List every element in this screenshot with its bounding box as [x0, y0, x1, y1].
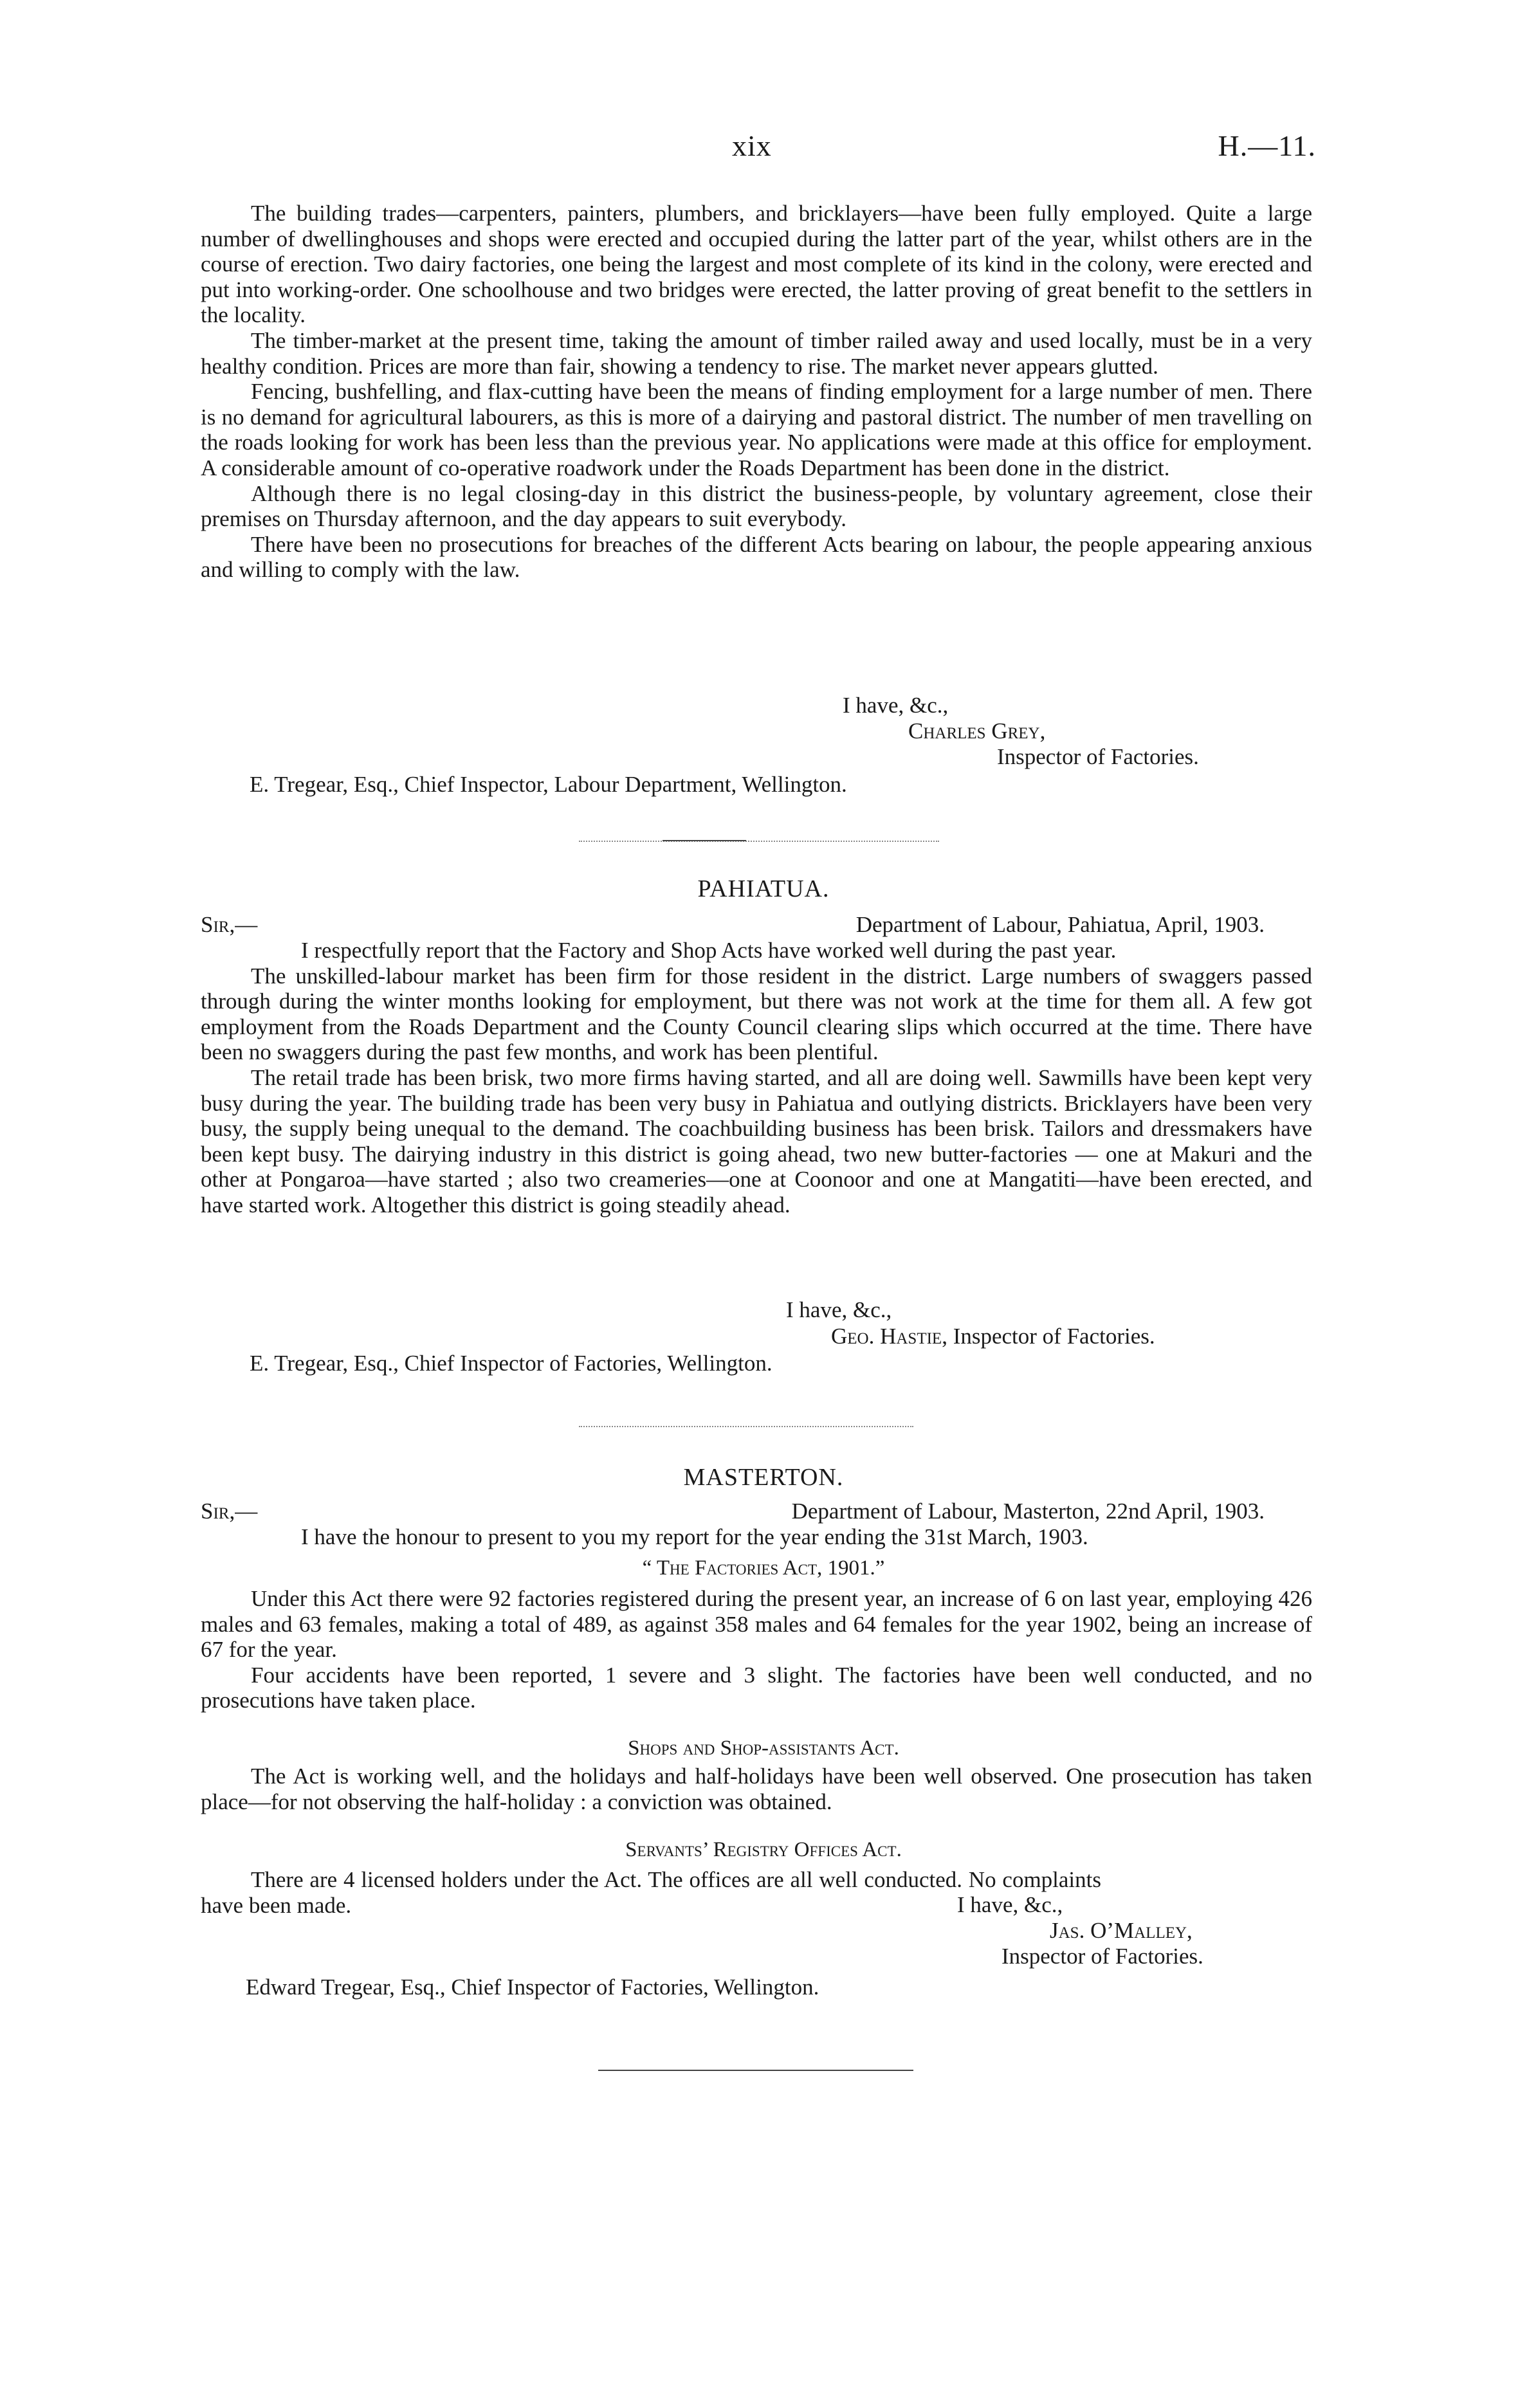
section3-shops-body — [201, 1764, 1312, 1814]
addressee: Edward Tregear, Esq., Chief Inspector of Factories, Wellington. — [246, 1975, 819, 2000]
subheading-shops-act: Shops and Shop-assistants Act. — [628, 1737, 899, 1760]
section-divider-solid — [663, 840, 746, 841]
dept-line: Department of Labour, Masterton, 22nd April, 1903. — [791, 1499, 1265, 1524]
section-divider — [598, 2070, 913, 2071]
section-title-pahiatua: PAHIATUA. — [697, 875, 830, 902]
closing: I have, &c., — [843, 693, 949, 718]
signatory-block — [831, 1324, 1155, 1349]
paragraph: The building trades—carpenters, painters, plumbers, and bricklayers—have been fully employed. Quite a large number of dwellinghouses and shops were erected and occupied during the latter part of the year, whilst others are in the course of erection. Two dairy factories, one being the largest and most complete of its kind in the colony, were erected and put into working-order. One schoolhouse and two bridges were erected, the latter proving of great benefit to the settlers in the locality. — [201, 201, 1312, 328]
paragraph: Four accidents have been reported, 1 severe and 3 slight. The factories have been well conducted, and no prosecutions have taken place. — [201, 1662, 1312, 1713]
paragraph: The retail trade has been brisk, two more firms having started, and all are doing well. Sawmills have been kept very busy during the year. The building trade has been very busy in Pahiatua and outlying districts. Bricklayers have been very busy, the supply being unequal to the demand. The coachbuilding business has been brisk. Tailors and dressmakers have been kept busy. The dairying industry in this district is going ahead, two new butter-factories — one at Makuri and the other at Pongaroa—have started ; also two creameries—one at Coonoor and one at Mangatiti—have been erected, and have started work. Altogether this district is going steadily ahead. — [201, 1064, 1312, 1218]
signatory: Jas. O’Malley, — [1050, 1918, 1193, 1943]
document-code: H.—11. — [1218, 129, 1316, 162]
paragraph: The timber-market at the present time, taking the amount of timber railed away and used locally, must be in a very healthy condition. Prices are more than fair, showing a tendency to rise. The market never appears glutted. — [201, 327, 1312, 379]
paragraph: The Act is working well, and the holidays and half-holidays have been well observed. One prosecution has taken place—for not observing the half-holiday : a conviction was obtained. — [201, 1764, 1312, 1814]
signatory-title: Inspector of Factories. — [1001, 1944, 1203, 1969]
subheading-registry-act: Servants’ Registry Offices Act. — [625, 1838, 902, 1861]
dept-line: Department of Labour, Pahiatua, April, 1903. — [855, 912, 1265, 937]
addressee: E. Tregear, Esq., Chief Inspector, Labour Department, Wellington. — [250, 772, 847, 797]
section1-body — [201, 201, 1312, 583]
subheading-factories-act: “ The Factories Act, 1901.” — [642, 1556, 885, 1580]
paragraph: The unskilled-labour market has been firm for those resident in the district. Large numbers of swaggers passed through during the winter months looking for employment, but there was not work at the time for them all. A few got employment from the Roads Department and the County Council clearing slips which occurred at the time. There have been no swaggers during the past few months, and work has been plentiful. — [201, 963, 1312, 1065]
signatory: Charles Grey, — [908, 718, 1046, 743]
closing: I have, &c., — [957, 1892, 1063, 1917]
paragraph: Fencing, bushfelling, and flax-cutting have been the means of finding employment for a large number of men. There is no demand for agricultural labourers, as this is more of a dairying and pastoral district. The number of men travelling on the roads looking for work has been less than the previous year. No applications were made at this office for employment. A considerable amount of co-operative roadwork under the Roads Department has been done in the district. — [201, 379, 1312, 480]
paragraph: Under this Act there were 92 factories registered during the present year, an increase of 6 on last year, employing 426 males and 63 females, making a total of 489, as against 358 males and 64 females for the year 1902, being an increase of 67 for the year. — [201, 1586, 1312, 1663]
paragraph: Although there is no legal closing-day in this district the business-people, by voluntary agreement, close their premises on Thursday afternoon, and the day appears to suit everybody. — [201, 480, 1312, 532]
signatory: Geo. Hastie, — [831, 1324, 947, 1349]
intro: I have the honour to present to you my report for the year ending the 31st March, 1903. — [301, 1524, 1088, 1549]
salutation: Sir,— — [201, 912, 258, 937]
section-divider — [579, 1426, 913, 1427]
salutation: Sir,— — [201, 1499, 258, 1524]
section3-factories-body — [201, 1586, 1312, 1713]
page-number: xix — [732, 129, 772, 162]
signatory-title: Inspector of Factories. — [997, 744, 1199, 769]
paragraph: There have been no prosecutions for breaches of the different Acts bearing on labour, the people appearing anxious and willing to comply with the law. — [201, 531, 1312, 583]
section-title-masterton: MASTERTON. — [683, 1464, 844, 1491]
section2-body — [201, 938, 1312, 1218]
addressee: E. Tregear, Esq., Chief Inspector of Factories, Wellington. — [250, 1351, 773, 1376]
signatory-title: Inspector of Factories. — [953, 1324, 1155, 1349]
section-divider — [579, 841, 939, 842]
paragraph: There are 4 licensed holders under the Act. The offices are all well conducted. No complaints have been made. — [201, 1867, 1101, 1918]
paragraph: I respectfully report that the Factory and Shop Acts have worked well during the past year. — [301, 938, 1117, 963]
closing: I have, &c., — [786, 1297, 892, 1322]
